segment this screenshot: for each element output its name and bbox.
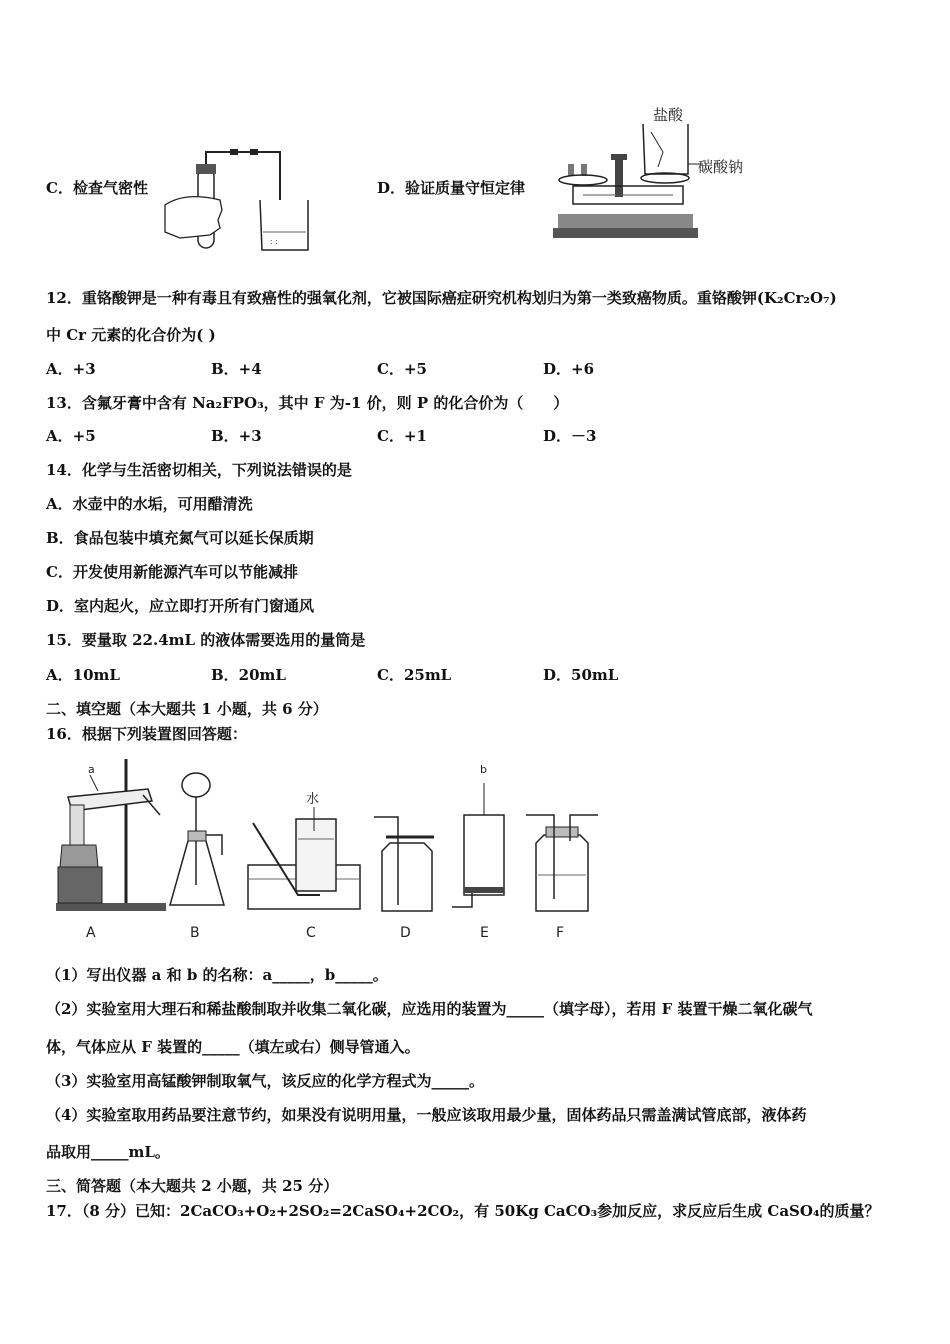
- apparatus-figure: [48, 755, 608, 945]
- balance-figure: [553, 102, 753, 244]
- q14-option-c: C．开发使用新能源汽车可以节能减排: [46, 563, 298, 581]
- label-b: B: [190, 925, 200, 941]
- apparatus-e: [452, 763, 504, 907]
- q12-stem-line2: 中 Cr 元素的化合价为( ): [46, 326, 216, 344]
- q16-stem: 16．根据下列装置图回答题：: [46, 725, 247, 743]
- q11-option-d: D．验证质量守恒定律: [377, 179, 526, 197]
- q12-option-d: D．+6: [543, 360, 595, 378]
- apparatus-f: [526, 815, 598, 911]
- label-e: E: [480, 925, 489, 941]
- q17-stem: 17．（8 分）已知：2CaCO₃+O₂+2SO₂=2CaSO₄+2CO₂，有 50Kg CaCO₃参加反应，求反应后生成 CaSO₄的质量？: [46, 1202, 880, 1220]
- q11-option-c: C．检查气密性: [46, 179, 148, 197]
- q16-part-1: （1）写出仪器 a 和 b 的名称：a_____，b_____。: [46, 966, 388, 984]
- q14-option-d: D．室内起火，应立即打开所有门窗通风: [46, 597, 315, 615]
- mark-a: a: [88, 763, 95, 776]
- section-2-heading: 二、填空题（本大题共 1 小题，共 6 分）: [46, 700, 328, 718]
- q16-part-4-line2: 品取用_____mL。: [46, 1143, 170, 1161]
- apparatus-d: [374, 817, 434, 911]
- q15-option-d: D．50mL: [543, 666, 619, 684]
- section-3-heading: 三、简答题（本大题共 2 小题，共 25 分）: [46, 1177, 339, 1195]
- label-a: A: [86, 925, 96, 941]
- apparatus-a: [56, 759, 166, 911]
- airtightness-figure: [160, 140, 310, 255]
- acid-label: 盐酸: [653, 106, 684, 124]
- svg-text:: :: : :: [270, 237, 278, 246]
- label-d: D: [400, 925, 411, 941]
- q13-option-b: B．+3: [211, 427, 262, 445]
- q16-part-2-line2: 体，气体应从 F 装置的_____（填左或右）侧导管通入。: [46, 1038, 420, 1056]
- q15-option-c: C．25mL: [377, 666, 452, 684]
- q13-option-d: D．－3: [543, 427, 597, 445]
- apparatus-b: [170, 773, 224, 905]
- q16-part-2-line1: （2）实验室用大理石和稀盐酸制取并收集二氧化碳，应选用的装置为_____（填字母），若用 F 装置干燥二氧化碳气: [46, 1000, 813, 1018]
- q14-option-a: A．水壶中的水垢，可用醋清洗: [46, 495, 253, 513]
- q16-part-4-line1: （4）实验室取用药品要注意节约，如果没有说明用量，一般应该取用最少量，固体药品只需盖满试管底部，液体药: [46, 1106, 807, 1124]
- q14-stem: 14．化学与生活密切相关，下列说法错误的是: [46, 461, 352, 479]
- q13-option-c: C．+1: [377, 427, 427, 445]
- q12-option-c: C．+5: [377, 360, 427, 378]
- carbonate-label: 碳酸钠: [698, 158, 744, 176]
- q14-option-b: B．食品包装中填充氮气可以延长保质期: [46, 529, 314, 547]
- q15-option-a: A．10mL: [46, 666, 120, 684]
- q12-stem-line1: 12．重铬酸钾是一种有毒且有致癌性的强氧化剂，它被国际癌症研究机构划归为第一类致癌物质。重铬酸钾(K₂Cr₂O₇): [46, 289, 837, 307]
- q12-option-a: A．+3: [46, 360, 96, 378]
- label-c: C: [306, 925, 316, 941]
- mark-water: 水: [306, 792, 320, 807]
- q15-stem: 15．要量取 22.4mL 的液体需要选用的量筒是: [46, 631, 366, 649]
- q13-option-a: A．+5: [46, 427, 96, 445]
- apparatus-c: [248, 791, 360, 909]
- q13-stem: 13．含氟牙膏中含有 Na₂FPO₃，其中 F 为-1 价，则 P 的化合价为（ ）: [46, 394, 569, 412]
- q15-option-b: B．20mL: [211, 666, 286, 684]
- q12-option-b: B．+4: [211, 360, 262, 378]
- q16-part-3: （3）实验室用高锰酸钾制取氧气，该反应的化学方程式为_____。: [46, 1072, 484, 1090]
- label-f: F: [556, 925, 565, 941]
- mark-b: b: [480, 763, 487, 776]
